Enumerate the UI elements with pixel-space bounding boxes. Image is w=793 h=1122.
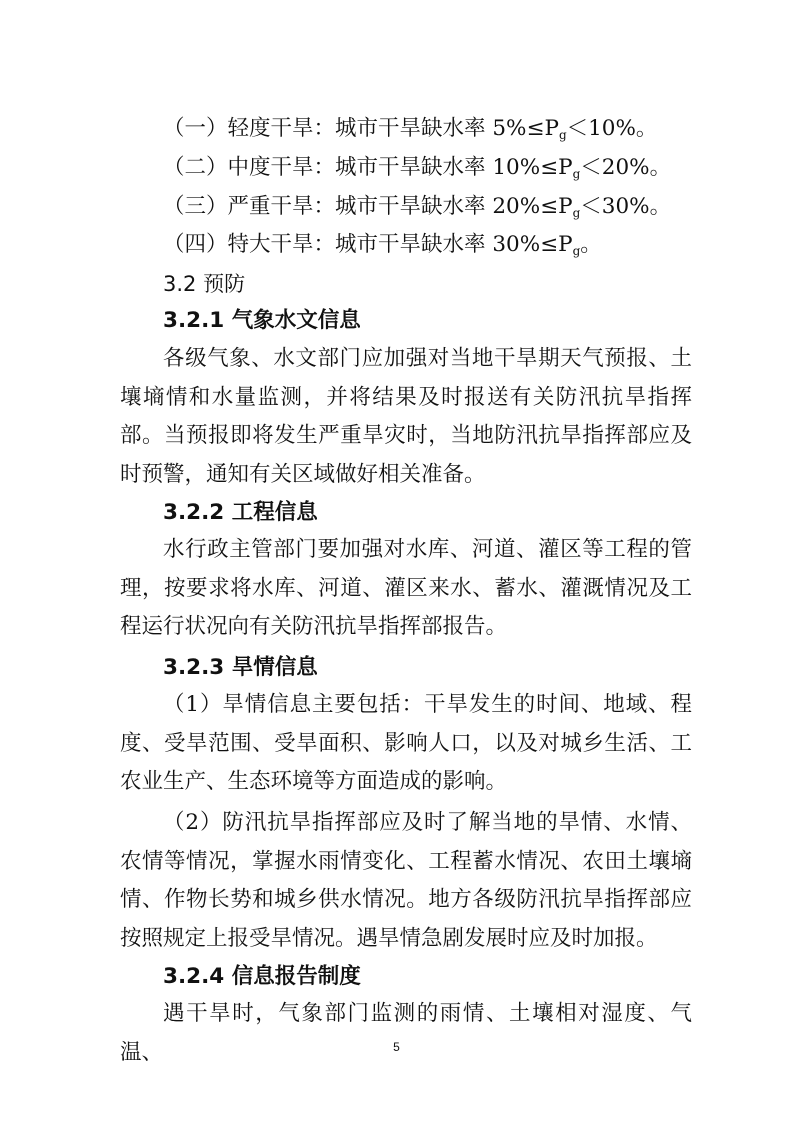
- grade-line-3: [163, 193, 671, 227]
- heading-3-2-1: 3.2.1 气象水文信息: [163, 308, 361, 333]
- paragraph-3-2-3-item-1: （1）旱情信息主要包括：干旱发生的时间、地域、程度、受旱范围、受旱面积、影响人口，以及对城乡生活、工农业生产、生态环境等方面造成的影响。: [120, 692, 692, 794]
- grade-3-subscript: g: [572, 206, 581, 220]
- grade-line-4: [163, 231, 602, 265]
- grade-4-text: （四）特大干旱：城市干旱缺水率 30%≤P: [163, 232, 573, 257]
- grade-3-suffix: ＜30%。: [580, 194, 672, 219]
- grade-2-suffix: ＜20%。: [580, 155, 672, 180]
- grade-line-1: [163, 115, 657, 149]
- grade-2-text: （二）中度干旱：城市干旱缺水率 10%≤P: [163, 155, 573, 180]
- paragraph-3-2-1: 各级气象、水文部门应加强对当地干旱期天气预报、土壤墒情和水量监测，并将结果及时报送有关防汛抗旱指挥部。当预报即将发生严重旱灾时，当地防汛抗旱指挥部应及时预警，通知有关区域做好相关准备。: [120, 346, 692, 487]
- heading-3-2-4: 3.2.4 信息报告制度: [163, 964, 361, 989]
- grade-1-suffix: ＜10%。: [566, 116, 658, 141]
- grade-1-text: （一）轻度干旱：城市干旱缺水率 5%≤P: [163, 116, 559, 141]
- grade-4-subscript: g: [572, 244, 581, 258]
- grade-1-subscript: g: [558, 128, 567, 142]
- page-number: 5: [393, 1040, 400, 1054]
- grade-3-text: （三）严重干旱：城市干旱缺水率 20%≤P: [163, 194, 573, 219]
- grade-4-suffix: 。: [580, 232, 602, 257]
- heading-3-2-3: 3.2.3 旱情信息: [163, 655, 318, 680]
- heading-3-2-2: 3.2.2 工程信息: [163, 500, 318, 525]
- paragraph-3-2-3-item-2: （2）防汛抗旱指挥部应及时了解当地的旱情、水情、农情等情况，掌握水雨情变化、工程蓄水情况、农田土壤墒情、作物长势和城乡供水情况。地方各级防汛抗旱指挥部应按照规定上报受旱情况。遇旱情急剧发展时应及时加报。: [120, 810, 692, 951]
- grade-line-2: [163, 154, 671, 188]
- section-title: 3.2 预防: [163, 272, 246, 296]
- grade-2-subscript: g: [572, 167, 581, 181]
- paragraph-3-2-4: 遇干旱时，气象部门监测的雨情、土壤相对湿度、气温、: [120, 1001, 692, 1065]
- paragraph-3-2-2: 水行政主管部门要加强对水库、河道、灌区等工程的管理，按要求将水库、河道、灌区来水、蓄水、灌溉情况及工程运行状况向有关防汛抗旱指挥部报告。: [120, 537, 692, 639]
